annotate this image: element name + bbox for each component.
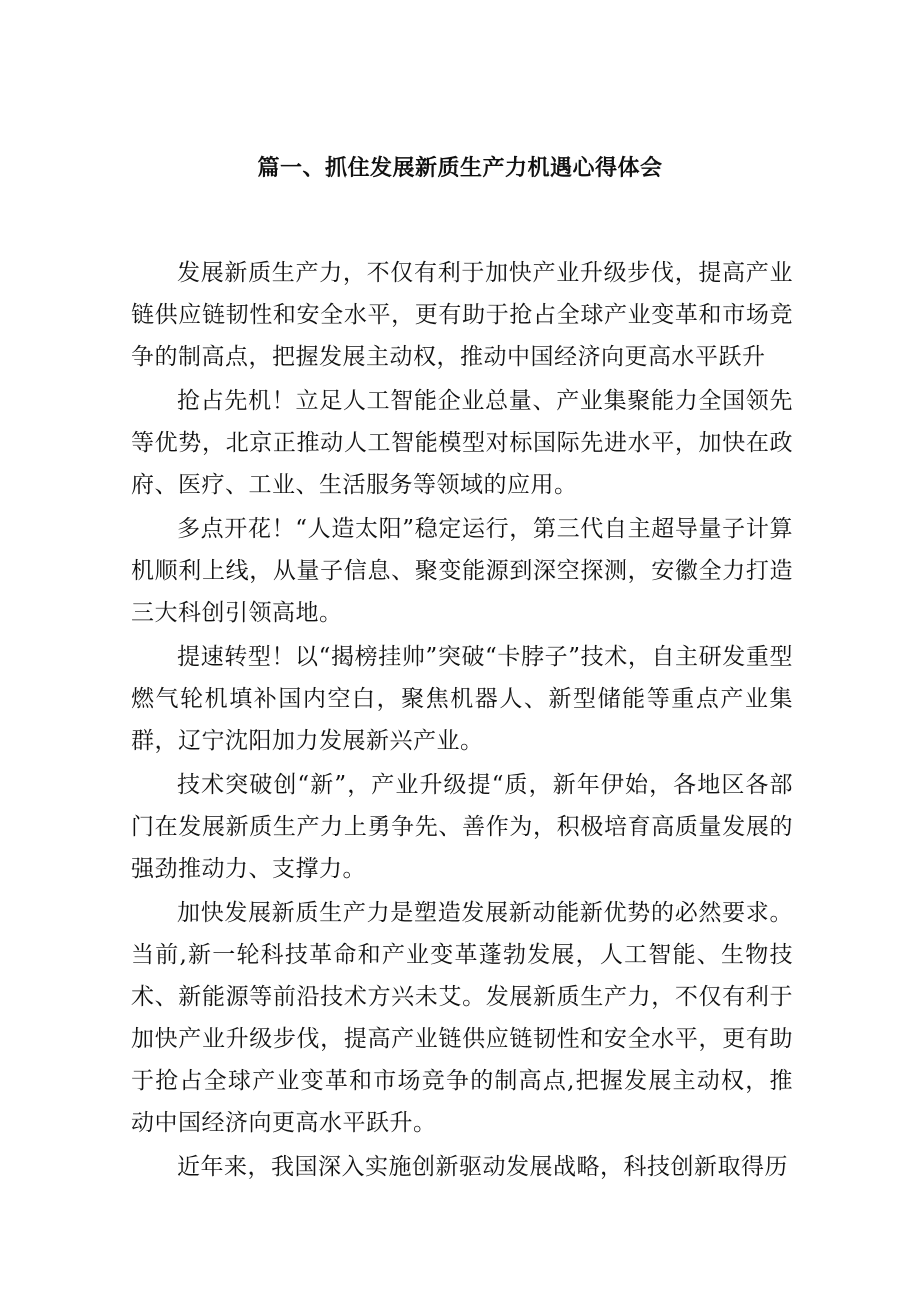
- paragraph-3: 多点开花！“人造太阳”稳定运行，第三代自主超导量子计算机顺利上线，从量子信息、聚变能源到深空探测，安徽全力打造三大科创引领高地。: [131, 516, 793, 626]
- document-title: 篇一、抓住发展新质生产力机遇心得体会: [257, 155, 663, 181]
- paragraph-1: 发展新质生产力，不仅有利于加快产业升级步伐，提高产业链供应链韧性和安全水平，更有助于抢占全球产业变革和市场竞争的制高点，把握发展主动权，推动中国经济向更高水平跃升: [131, 260, 793, 370]
- document-body: [131, 252, 793, 1188]
- paragraph-2: 抢占先机！立足人工智能企业总量、产业集聚能力全国领先等优势，北京正推动人工智能模型对标国际先进水平，加快在政府、医疗、工业、生活服务等领域的应用。: [131, 388, 793, 498]
- paragraph-7: 近年来，我国深入实施创新驱动发展战略，科技创新取得历: [177, 1154, 788, 1180]
- paragraph-6: 加快发展新质生产力是塑造发展新动能新优势的必然要求。当前,新一轮科技革命和产业变革蓬勃发展，人工智能、生物技术、新能源等前沿技术方兴未艾。发展新质生产力，不仅有利于加快产业升级步伐，提高产业链供应链韧性和安全水平，更有助于抢占全球产业变革和市场竞争的制高点,把握发展主动权，推动中国经济向更高水平跃升。: [131, 900, 793, 1136]
- paragraph-4: 提速转型！以“揭榜挂帅”突破“卡脖子”技术，自主研发重型燃气轮机填补国内空白，聚焦机器人、新型储能等重点产业集群，辽宁沈阳加力发展新兴产业。: [131, 644, 793, 754]
- paragraph-5: 技术突破创“新”，产业升级提“质，新年伊始，各地区各部门在发展新质生产力上勇争先、善作为，积极培育高质量发展的强劲推动力、支撑力。: [131, 772, 793, 882]
